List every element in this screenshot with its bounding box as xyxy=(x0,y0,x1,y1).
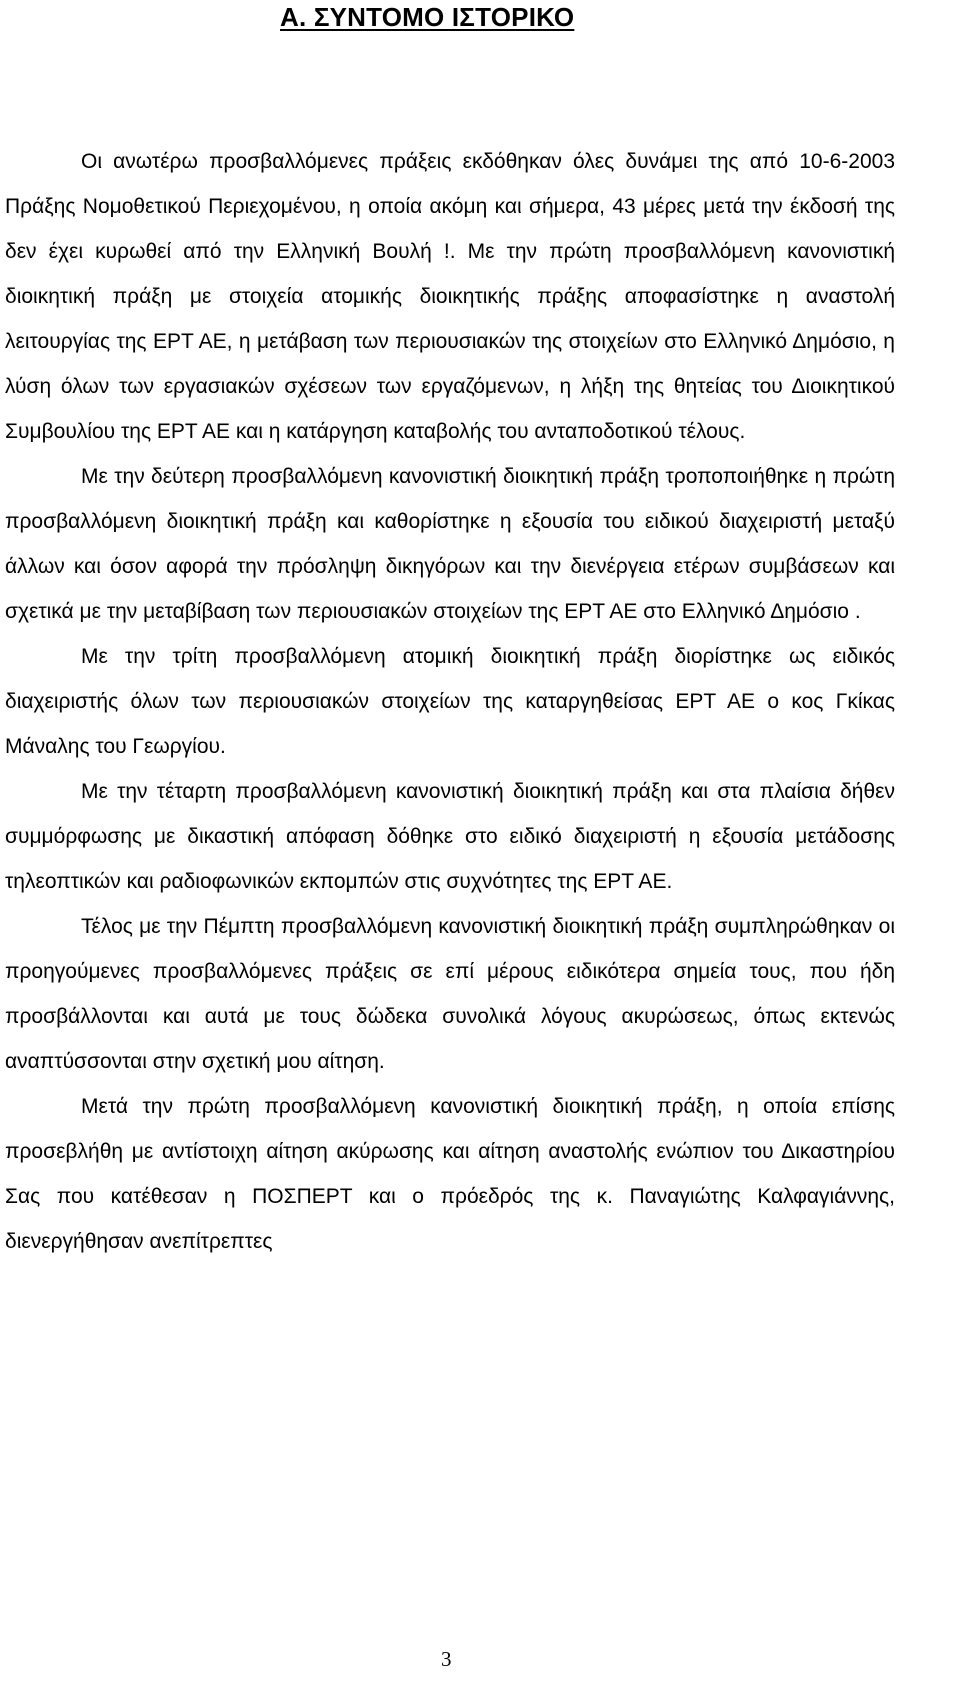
paragraph-second-act: Με την δεύτερη προσβαλλόμενη κανονιστική διοικητική πράξη τροποποιήθηκε η πρώτη προσβαλλόμενη διοικητική πράξη και καθορίστηκε η εξουσία του ειδικού διαχειριστή μεταξύ άλλων και όσον αφορά την πρόσληψη δικηγόρων και την διενέργεια ετέρων συμβάσεων και σχετικά με την μεταβίβαση των περιουσιακών στοιχείων της ΕΡΤ ΑΕ στο Ελληνικό Δημόσιο . xyxy=(5,465,895,623)
paragraph-fourth-act: Με την τέταρτη προσβαλλόμενη κανονιστική διοικητική πράξη και στα πλαίσια δήθεν συμμόρφωσης με δικαστική απόφαση δόθηκε στο ειδικό διαχειριστή η εξουσία μετάδοσης τηλεοπτικών και ραδιοφωνικών εκπομπών στις συχνότητες της ΕΡΤ ΑΕ. xyxy=(5,780,895,893)
paragraph-fifth-act: Τέλος με την Πέμπτη προσβαλλόμενη κανονιστική διοικητική πράξη συμπληρώθηκαν οι προηγούμενες προσβαλλόμενες πράξεις σε επί μέρους ειδικότερα σημεία τους, που ήδη προσβάλλονται και αυτά με τους δώδεκα συνολικά λόγους ακυρώσεως, όπως εκτενώς αναπτύσσονται στην σχετική μου αίτηση. xyxy=(5,915,895,1073)
document-title: Α. ΣΥΝΤΟΜΟ ΙΣΤΟΡΙΚΟ xyxy=(280,2,575,32)
document-body xyxy=(5,139,895,1264)
paragraph-intro: Οι ανωτέρω προσβαλλόμενες πράξεις εκδόθηκαν όλες δυνάμει της από 10-6-2003 Πράξης Νομοθετικού Περιεχομένου, η οποία ακόμη και σήμερα, 43 μέρες μετά την έκδοσή της δεν έχει κυρωθεί από την Ελληνική Βουλή !. Με την πρώτη προσβαλλόμενη κανονιστική διοικητική πράξη με στοιχεία ατομικής διοικητικής πράξης αποφασίστηκε η αναστολή λειτουργίας της ΕΡΤ ΑΕ, η μετάβαση των περιουσιακών της στοιχείων στο Ελληνικό Δημόσιο, η λύση όλων των εργασιακών σχέσεων των εργαζόμενων, η λήξη της θητείας του Διοικητικού Συμβουλίου της ΕΡΤ ΑΕ και η κατάργηση καταβολής του ανταποδοτικού τέλους. xyxy=(5,150,895,443)
paragraph-after-first-act: Μετά την πρώτη προσβαλλόμενη κανονιστική διοικητική πράξη, η οποία επίσης προσεβλήθη με αντίστοιχη αίτηση ακύρωσης και αίτηση αναστολής ενώπιον του Δικαστηρίου Σας που κατέθεσαν η ΠΟΣΠΕΡΤ και ο πρόεδρός της κ. Παναγιώτης Καλφαγιάννης, διενεργήθησαν ανεπίτρεπτες xyxy=(5,1095,895,1253)
paragraph-third-act: Με την τρίτη προσβαλλόμενη ατομική διοικητική πράξη διορίστηκε ως ειδικός διαχειριστής όλων των περιουσιακών στοιχείων της καταργηθείσας ΕΡΤ ΑΕ ο κος Γκίκας Μάναλης του Γεωργίου. xyxy=(5,645,895,758)
page-number: 3 xyxy=(441,1647,452,1671)
